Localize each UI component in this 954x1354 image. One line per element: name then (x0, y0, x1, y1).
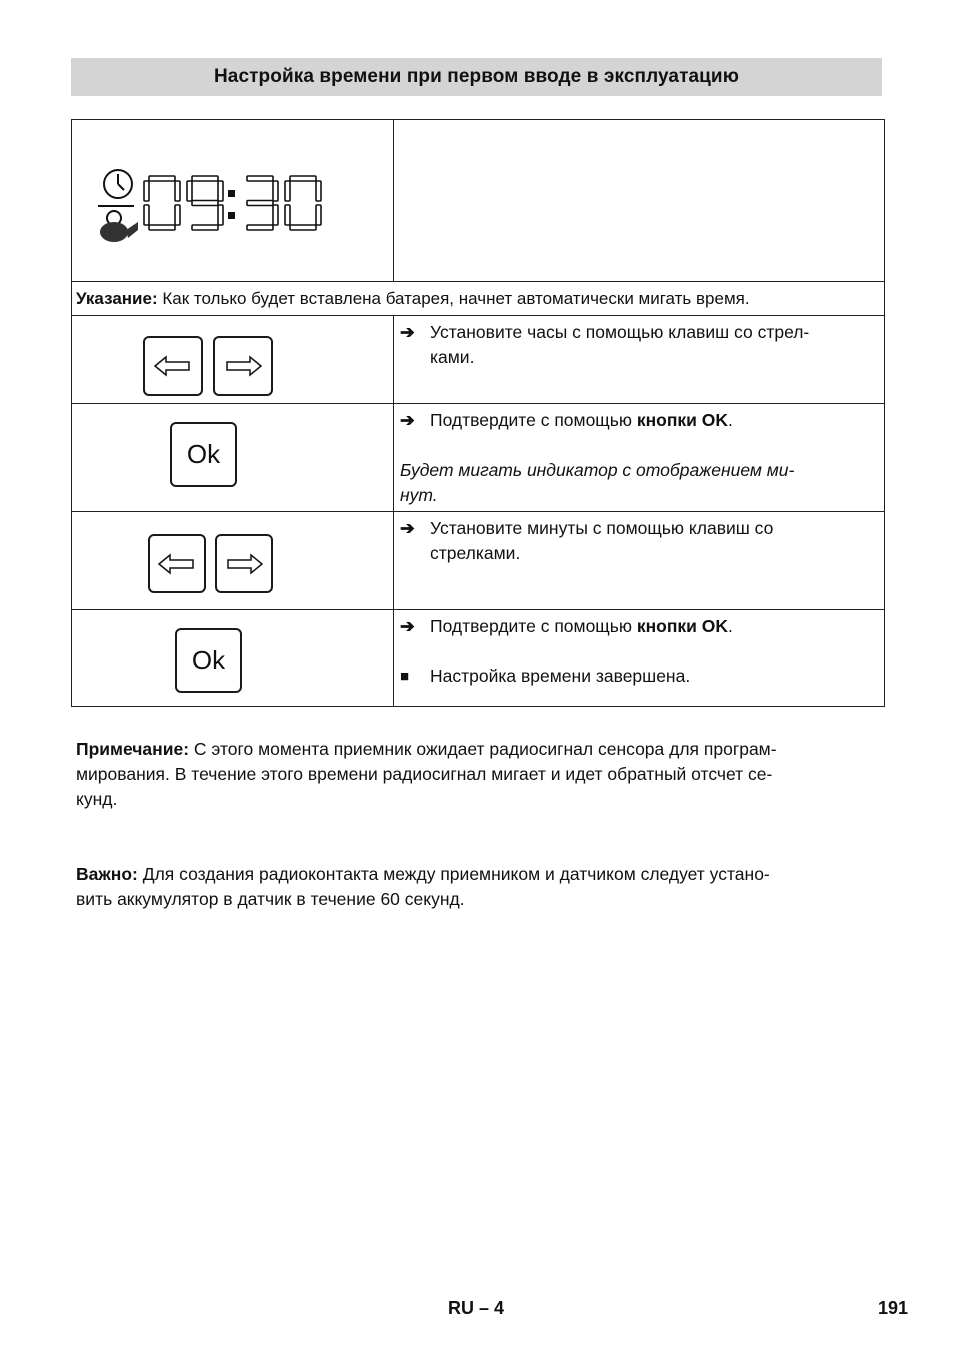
clock-display (92, 160, 322, 300)
watering-can-icon (100, 211, 138, 242)
remark-line1: С этого момента приемник ожидает радиосигнал сенсора для програм- (189, 739, 777, 759)
important-line1: Для создания радиоконтакта между приемником и датчиком следует устано- (137, 864, 770, 884)
set-hours-line2: ками. (430, 347, 475, 367)
ok-key-cell-2 (72, 610, 394, 707)
segment-e (285, 205, 290, 225)
confirm-1-prefix: Подтвердите с помощью (430, 410, 637, 430)
segment-f (144, 181, 149, 201)
segment-e (242, 205, 247, 225)
digit-0 (144, 176, 180, 230)
arrow-keys-cell-hours (72, 316, 394, 404)
segment-e (144, 205, 149, 225)
confirm-1-suffix: . (728, 410, 733, 430)
clock-icon (104, 170, 132, 198)
important-paragraph (76, 862, 886, 912)
italic-line2: нут. (400, 485, 438, 505)
display-cell (72, 120, 394, 282)
segment-a (192, 176, 218, 181)
arrow-bullet-icon: ➔ (400, 616, 415, 636)
confirm-1-bold: кнопки OK (636, 410, 729, 430)
arrow-right-icon (224, 552, 264, 576)
set-minutes-text-cell (394, 512, 885, 610)
segment-a (149, 176, 175, 181)
segment-b (175, 181, 180, 201)
segment-b (218, 181, 223, 201)
arrow-bullet-icon: ➔ (400, 410, 415, 430)
left-arrow-key[interactable] (148, 534, 206, 593)
set-hours-line1: Установите часы с помощью клавиш со стрел- (430, 322, 810, 342)
set-hours-text-cell (394, 316, 885, 404)
remark-label: Примечание: (76, 739, 190, 759)
ok-key-label: Ok (191, 645, 226, 675)
confirm-2-suffix: . (728, 616, 733, 636)
digit-2 (242, 176, 278, 230)
minutes-blink-note (400, 458, 876, 508)
arrow-right-icon (223, 354, 263, 378)
ok-key[interactable] (170, 422, 237, 487)
footer-language-code: RU – 4 (448, 1298, 505, 1318)
segment-g (192, 201, 218, 206)
italic-line1: Будет мигать индикатор с отображением ми- (400, 460, 795, 480)
segment-c (218, 205, 223, 225)
segment-c (273, 205, 278, 225)
right-arrow-key[interactable] (213, 336, 273, 396)
segment-c (316, 205, 321, 225)
instruction-table (71, 119, 885, 707)
important-label: Важно: (76, 864, 138, 884)
arrow-bullet-icon: ➔ (400, 518, 415, 538)
important-line2: вить аккумулятор в датчик в течение 60 секунд. (76, 889, 465, 909)
colon-separator (228, 190, 235, 219)
segment-f (285, 181, 290, 201)
square-bullet-icon: ■ (400, 668, 410, 685)
arrow-bullet-icon: ➔ (400, 322, 415, 342)
segment-f (242, 181, 247, 201)
ok-key-cell-1 (72, 404, 394, 512)
digit-3 (285, 176, 321, 230)
left-arrow-key[interactable] (143, 336, 203, 396)
display-description-cell (394, 120, 885, 282)
setup-complete-text: Настройка времени завершена. (430, 666, 691, 686)
section-title-text: Настройка времени при первом вводе в эксплуатацию (213, 66, 740, 87)
segment-d (247, 225, 273, 230)
confirm-2-text-cell (394, 610, 885, 707)
confirm-1-text-cell (394, 404, 885, 512)
ok-key[interactable] (175, 628, 242, 693)
remark-paragraph (76, 737, 886, 812)
segment-a (290, 176, 316, 181)
right-arrow-key[interactable] (215, 534, 273, 593)
time-digits (144, 176, 321, 230)
segment-d (192, 225, 218, 230)
segment-b (273, 181, 278, 201)
segment-d (290, 225, 316, 230)
segment-g (247, 201, 273, 206)
note-label: Указание: (76, 289, 158, 308)
note-text: Как только будет вставлена батарея, начнет автоматически мигать время. (157, 289, 750, 308)
set-minutes-line1: Установите минуты с помощью клавиш со (430, 518, 774, 538)
page-number: 191 (878, 1298, 909, 1318)
arrow-left-icon (153, 354, 193, 378)
segment-g (149, 201, 175, 206)
arrow-left-icon (157, 552, 197, 576)
set-minutes-line2: стрелками. (430, 543, 521, 563)
confirm-2-bold: кнопки OK (636, 616, 729, 636)
section-title (71, 58, 882, 96)
remark-line2: мирования. В течение этого времени радиосигнал мигает и идет обратный отсчет се- (76, 764, 773, 784)
segment-a (247, 176, 273, 181)
digit-1 (187, 176, 223, 230)
ok-key-label: Ok (186, 439, 221, 469)
segment-c (175, 205, 180, 225)
segment-g (290, 201, 316, 206)
arrow-keys-cell-minutes (72, 512, 394, 610)
remark-line3: кунд. (76, 789, 118, 809)
segment-e (187, 205, 192, 225)
segment-b (316, 181, 321, 201)
confirm-2-prefix: Подтвердите с помощью (430, 616, 637, 636)
segment-f (187, 181, 192, 201)
segment-d (149, 225, 175, 230)
